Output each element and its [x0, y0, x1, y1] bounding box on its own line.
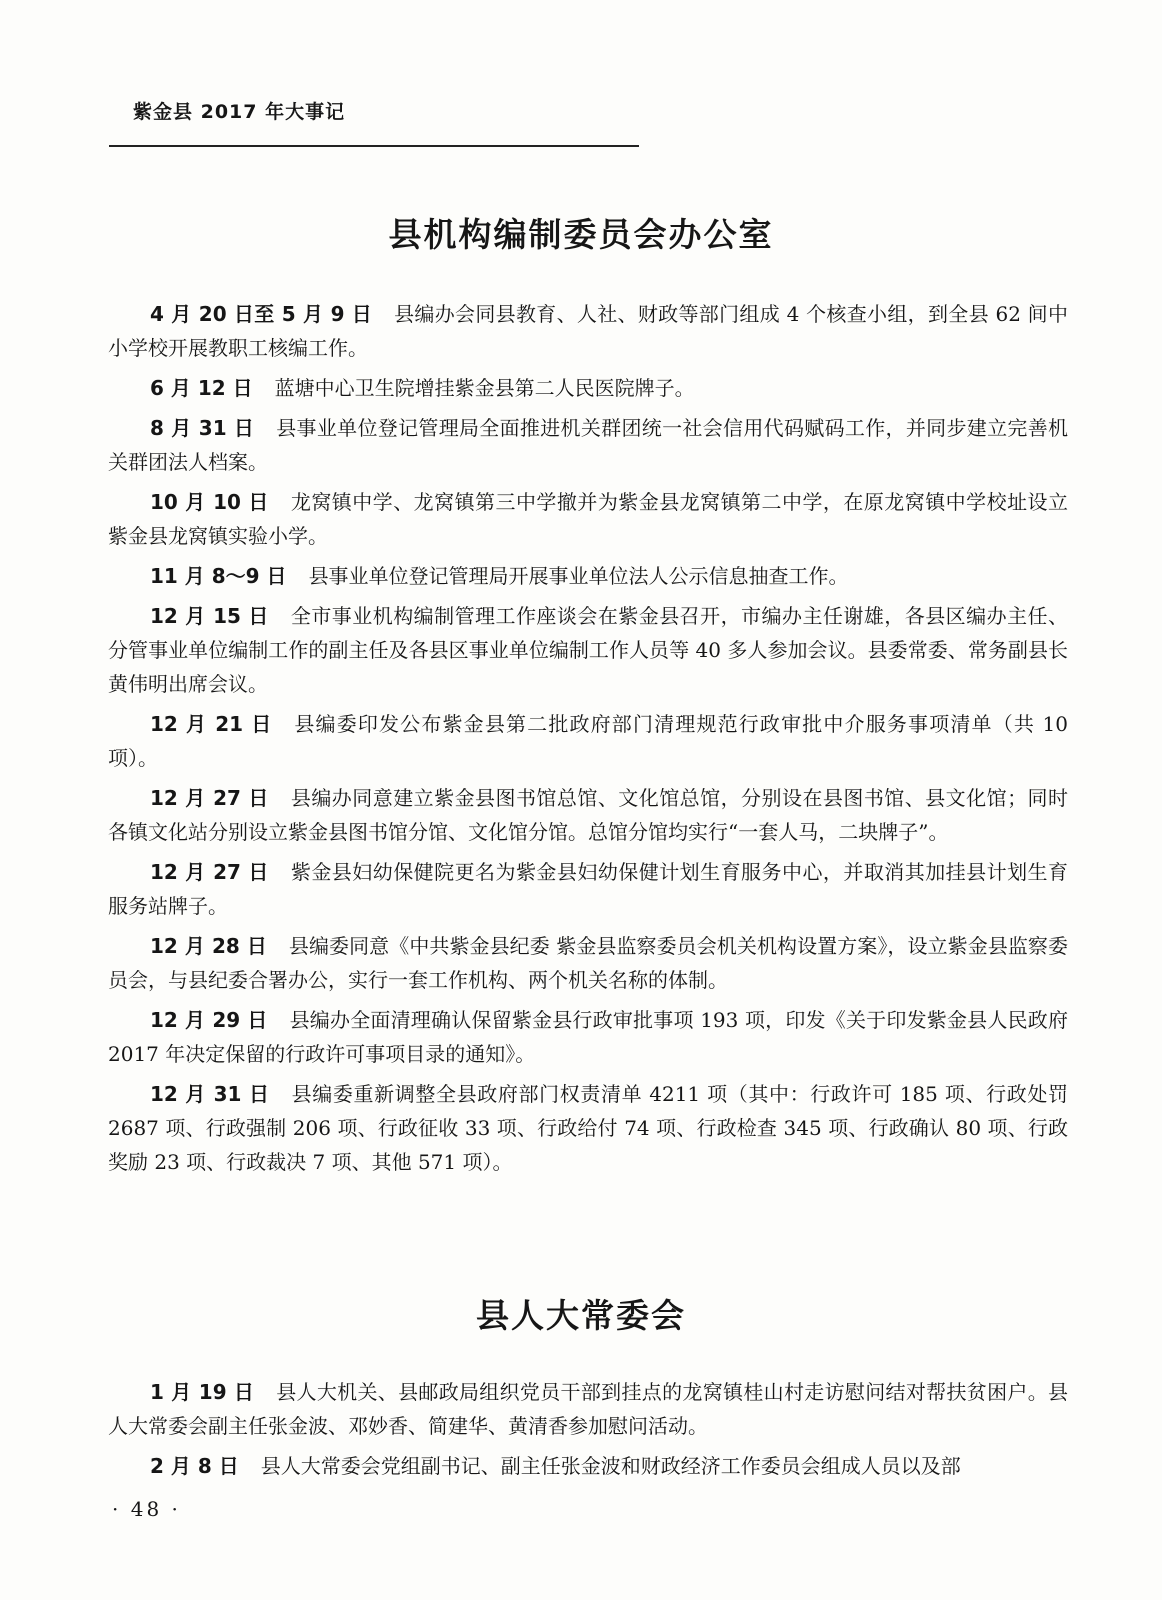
entry-text: 县编办同意建立紫金县图书馆总馆、文化馆总馆，分别设在县图书馆、县文化馆；同时各镇文化站分别设立紫金县图书馆分馆、文化馆分馆。总馆分馆均实行“一套人马，二块牌子”。: [108, 786, 1068, 844]
section-body: [108, 1375, 1068, 1489]
chronicle-entry: [108, 1077, 1068, 1179]
chronicle-entry: [108, 411, 1068, 479]
chronicle-entry: [108, 297, 1068, 365]
chronicle-entry: [108, 929, 1068, 997]
entry-date: 6 月 12 日: [150, 376, 253, 400]
entry-date: 12 月 31 日: [150, 1082, 270, 1106]
entry-date: 8 月 31 日: [150, 416, 255, 440]
entry-date: 2 月 8 日: [150, 1454, 239, 1478]
entry-date: 12 月 29 日: [150, 1008, 268, 1032]
entry-text: 县编委重新调整全县政府部门权责清单 4211 项（其中：行政许可 185 项、行政处罚 2687 项、行政强制 206 项、行政征收 33 项、行政给付 74 项、行政检查 345 项、行政确认 80 项、行政奖励 23 项、行政裁决 7 项、其他 571 项）。: [108, 1082, 1068, 1174]
entry-date: 10 月 10 日: [150, 490, 269, 514]
entry-date: 12 月 27 日: [150, 860, 269, 884]
entry-text: 蓝塘中心卫生院增挂紫金县第二人民医院牌子。: [274, 376, 695, 400]
section-title: 县人大常委会: [476, 1296, 686, 1335]
entry-text: 紫金县妇幼保健院更名为紫金县妇幼保健计划生育服务中心，并取消其加挂县计划生育服务站牌子。: [108, 860, 1068, 918]
running-header: 紫金县 2017 年大事记: [133, 101, 346, 123]
header-rule: [109, 145, 639, 147]
entry-date: 12 月 28 日: [150, 934, 267, 958]
chronicle-entry: [108, 1375, 1068, 1443]
entry-text: 县编委同意《中共紫金县纪委 紫金县监察委员会机关机构设置方案》，设立紫金县监察委员会，与县纪委合署办公，实行一套工作机构、两个机关名称的体制。: [108, 934, 1068, 992]
entry-text: 县人大常委会党组副书记、副主任张金波和财政经济工作委员会组成人员以及部: [260, 1454, 961, 1478]
chronicle-entry: [108, 485, 1068, 553]
entry-date: 12 月 27 日: [150, 786, 269, 810]
section-title: 县机构编制委员会办公室: [388, 215, 774, 254]
chronicle-entry: [108, 707, 1068, 775]
entry-text: 县人大机关、县邮政局组织党员干部到挂点的龙窝镇桂山村走访慰问结对帮扶贫困户。县人大常委会副主任张金波、邓妙香、简建华、黄清香参加慰问活动。: [108, 1380, 1069, 1438]
entry-date: 1 月 19 日: [150, 1380, 255, 1404]
entry-text: 县事业单位登记管理局全面推进机关群团统一社会信用代码赋码工作，并同步建立完善机关群团法人档案。: [108, 416, 1069, 474]
entry-date: 12 月 15 日: [150, 604, 269, 628]
entry-text: 县编委印发公布紫金县第二批政府部门清理规范行政审批中介服务事项清单（共 10 项）。: [108, 712, 1068, 770]
entry-date: 4 月 20 日至 5 月 9 日: [150, 302, 373, 326]
chronicle-entry: [108, 781, 1068, 849]
entry-text: 龙窝镇中学、龙窝镇第三中学撤并为紫金县龙窝镇第二中学，在原龙窝镇中学校址设立紫金县龙窝镇实验小学。: [108, 490, 1068, 548]
chronicle-entry: [108, 371, 1068, 405]
chronicle-entry: [108, 855, 1068, 923]
chronicle-entry: [108, 1003, 1068, 1071]
entry-text: 县编办会同县教育、人社、财政等部门组成 4 个核查小组，到全县 62 间中小学校开展教职工核编工作。: [108, 302, 1068, 360]
entry-text: 县编办全面清理确认保留紫金县行政审批事项 193 项，印发《关于印发紫金县人民政府 2017 年决定保留的行政许可事项目录的通知》。: [108, 1008, 1068, 1066]
section-body: [108, 297, 1068, 1185]
entry-date: 11 月 8～9 日: [150, 564, 287, 588]
entry-text: 县事业单位登记管理局开展事业单位法人公示信息抽查工作。: [308, 564, 849, 588]
chronicle-entry: [108, 559, 1068, 593]
entry-date: 12 月 21 日: [150, 712, 273, 736]
chronicle-entry: [108, 599, 1068, 701]
page-number: · 48 ·: [112, 1497, 181, 1521]
chronicle-entry: [108, 1449, 1068, 1483]
entry-text: 全市事业机构编制管理工作座谈会在紫金县召开，市编办主任谢雄，各县区编办主任、分管事业单位编制工作的副主任及各县区事业单位编制工作人员等 40 多人参加会议。县委常委、常务副县长黄伟明出席会议。: [108, 604, 1068, 696]
